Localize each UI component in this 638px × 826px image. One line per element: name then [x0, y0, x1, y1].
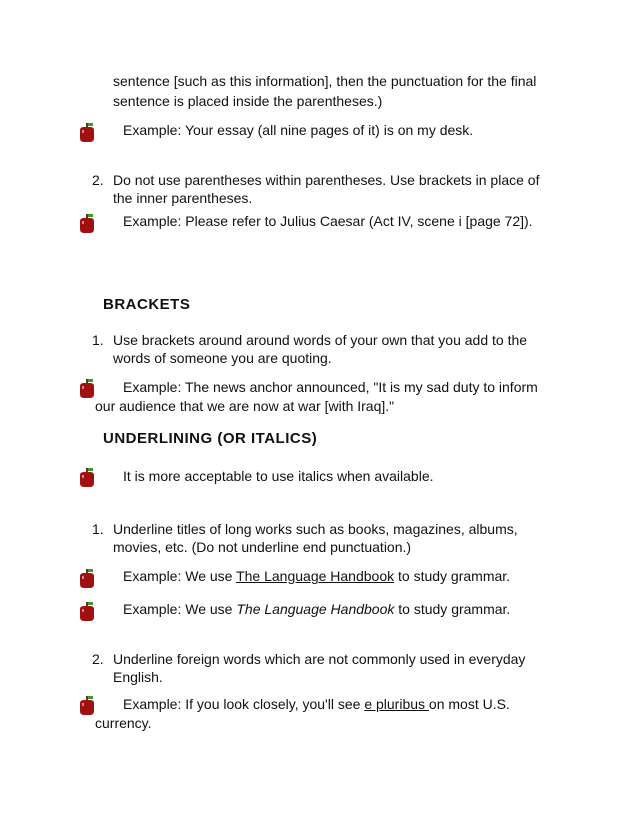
apple-icon: [77, 467, 97, 489]
section-heading-underlining: UNDERLINING (OR ITALICS): [103, 430, 318, 447]
example-suffix: to study grammar.: [394, 568, 511, 584]
example-suffix: to study grammar.: [394, 601, 511, 617]
apple-icon: [77, 695, 97, 717]
text-line: Underline titles of long works such as books, magazines, albums,: [113, 521, 518, 537]
underlined-foreign-word: e pluribus: [364, 696, 429, 712]
example-italic: [123, 600, 510, 618]
section-heading-brackets: BRACKETS: [103, 296, 191, 313]
example-prefix: Example: We use: [123, 601, 237, 617]
example-text: currency.: [95, 715, 152, 731]
list-number: 2.: [92, 651, 104, 667]
example-prefix: Example: If you look closely, you'll see: [123, 696, 365, 712]
text-line: movies, etc. (Do not underline end punctuation.): [113, 539, 412, 555]
example-text: Example: Please refer to Julius Caesar (Act IV, scene i [page 72]).: [123, 213, 533, 229]
example-foreign: [123, 695, 510, 713]
text-line: sentence is placed inside the parentheses.): [113, 93, 383, 109]
example-text: Example: Your essay (all nine pages of it) is on my desk.: [123, 122, 474, 138]
apple-icon: [77, 122, 97, 144]
list-number: 2.: [92, 172, 104, 188]
example-suffix: on most U.S.: [428, 696, 510, 712]
example-underline: [123, 567, 510, 585]
list-number: 1.: [92, 332, 104, 348]
example-text: our audience that we are now at war [with Iraq].": [95, 398, 395, 414]
apple-icon: [77, 378, 97, 400]
apple-icon: [77, 568, 97, 590]
text-line: the inner parentheses.: [113, 190, 253, 206]
text-line: Do not use parentheses within parentheses. Use brackets in place of: [113, 172, 540, 188]
example-text: Example: The news anchor announced, "It is my sad duty to inform: [123, 379, 538, 395]
example-prefix: Example: We use: [123, 568, 237, 584]
text-line: Use brackets around around words of your own that you add to the: [113, 332, 528, 348]
note-text: It is more acceptable to use italics when available.: [123, 468, 434, 484]
text-line: English.: [113, 669, 163, 685]
list-number: 1.: [92, 521, 104, 537]
text-line: words of someone you are quoting.: [113, 350, 332, 366]
italic-title: The Language Handbook: [236, 601, 395, 617]
apple-icon: [77, 213, 97, 235]
underlined-title: The Language Handbook: [236, 568, 395, 584]
text-line: sentence [such as this information], then the punctuation for the final: [113, 73, 537, 89]
apple-icon: [77, 601, 97, 623]
text-line: Underline foreign words which are not commonly used in everyday: [113, 651, 526, 667]
